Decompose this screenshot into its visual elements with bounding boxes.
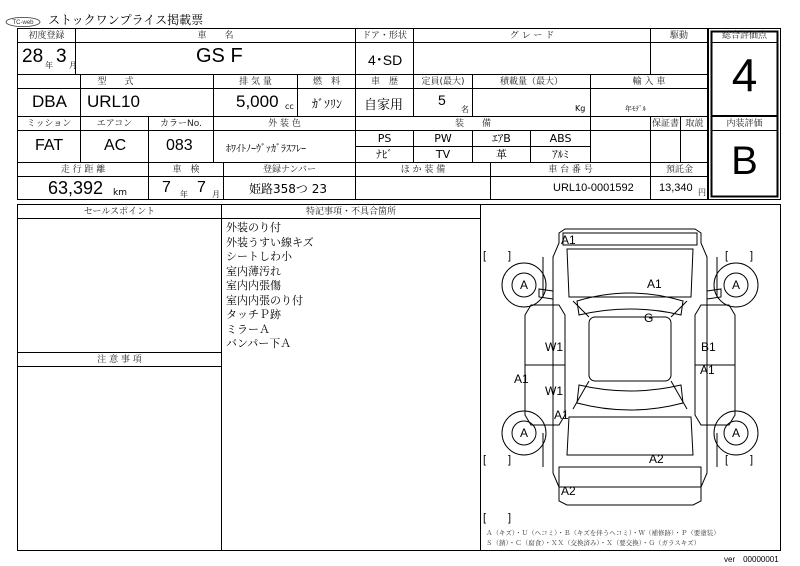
- equip-airbag: ｴｱB: [492, 132, 511, 145]
- car-name-value: GS F: [196, 45, 243, 67]
- rear-bumper-outline: [559, 467, 701, 487]
- door-shape-value: 4･SD: [368, 52, 403, 68]
- equip-ps: PS: [377, 132, 392, 145]
- trunk-outline: [567, 417, 693, 455]
- km-unit: km: [113, 188, 127, 198]
- list-item: 外装のり付: [226, 221, 281, 234]
- mission-value: FAT: [35, 137, 64, 154]
- caution-label: 注 意 事 項: [97, 355, 142, 365]
- bracket-bottom-right: [ ]: [725, 454, 754, 466]
- displacement-label: 排 気 量: [239, 77, 272, 87]
- model-prefix-value: DBA: [32, 92, 67, 111]
- equip-leather: 革: [496, 148, 507, 161]
- aircon-label: エアコン: [96, 119, 133, 129]
- list-item: 室内内張のり付: [226, 293, 303, 307]
- total-score-label: 総合評価点: [721, 31, 767, 41]
- chassis-no-label: 車 台 番 号: [548, 165, 593, 175]
- fuel-value: ｶﾞｿﾘﾝ: [312, 97, 343, 111]
- car-body-outline: [553, 229, 707, 505]
- rear-window-outline: [577, 385, 683, 410]
- list-item: 外装うすい線キズ: [226, 235, 314, 249]
- bracket-top-right: [ ]: [725, 250, 754, 262]
- mark-left-door-rear: W1: [545, 384, 563, 398]
- equip-alloy: ｱﾙﾐ: [552, 148, 569, 161]
- logo-text: TC-web: [12, 20, 34, 26]
- legend-line-2: Ｓ（錆）・Ｃ（腐食）・ＸＸ（交換済み）・Ｘ（要交換）・Ｇ（ガラスキズ）: [486, 539, 701, 547]
- list-item: シートしわ小: [226, 250, 292, 263]
- capacity-value: 5: [438, 92, 446, 108]
- inspection-month-unit: 月: [212, 190, 220, 199]
- mark-right-door-front: B1: [701, 340, 716, 354]
- mark-tire-fr: A: [732, 278, 741, 292]
- equip-pw: PW: [434, 132, 452, 145]
- sales-point-label: セールスポイント: [83, 207, 156, 217]
- list-item: 室内内張傷: [226, 279, 281, 292]
- mark-roof: G: [644, 311, 654, 325]
- list-item: ミラーＡ: [226, 322, 270, 336]
- interior-score-label: 内装評価: [726, 119, 763, 129]
- mark-front-top: A1: [561, 233, 576, 247]
- right-mirror-outline: [707, 289, 721, 299]
- mileage-value: 63,392: [48, 178, 104, 198]
- plate-label: 登録ナンバー: [263, 165, 316, 175]
- total-score-value: 4: [731, 49, 758, 101]
- exterior-color-label: 外 装 色: [268, 119, 301, 129]
- inspection-label: 車 検: [172, 165, 200, 175]
- list-item: 室内薄汚れ: [226, 264, 281, 278]
- displacement-value: 5,000: [236, 92, 279, 111]
- notes-label: 特記事項・不具合箇所: [305, 207, 396, 217]
- hood-outline: [567, 249, 693, 297]
- front-bumper-outline: [563, 233, 697, 245]
- interior-score-value: B: [731, 139, 758, 183]
- usage-label: 車 歴: [370, 77, 398, 87]
- inspection-month: 7: [197, 179, 206, 196]
- month-unit: 月: [69, 61, 77, 70]
- mark-tire-rr: A: [732, 426, 741, 440]
- model-value: URL10: [87, 92, 140, 111]
- yen-unit: 円: [698, 188, 706, 197]
- aircon-value: AC: [104, 137, 127, 154]
- year-unit: 年: [45, 61, 53, 70]
- first-reg-year: 28: [22, 46, 44, 67]
- first-reg-month: 3: [56, 46, 67, 67]
- list-item: タッチＰ跡: [226, 308, 281, 321]
- first-reg-label: 初度登録: [28, 31, 65, 41]
- equip-abs: ABS: [549, 132, 572, 145]
- plate-value: 姫路358つ 23: [249, 182, 327, 196]
- person-unit: 名: [461, 105, 469, 114]
- notes-list: [226, 221, 314, 352]
- import-label: 輸 入 車: [632, 77, 666, 87]
- cc-unit: cc: [285, 102, 294, 111]
- legend-line-1: Ａ（キズ）・Ｕ（ヘコミ）・Ｂ（キズを伴うヘコミ）・Ｗ（補修跡）・Ｐ（要塗装）: [486, 529, 720, 537]
- bracket-bottom-left: [ ]: [483, 454, 512, 466]
- mileage-label: 走 行 距 離: [60, 165, 106, 175]
- grade-label: グ レ ー ド: [509, 31, 555, 41]
- exterior-color-value: ﾎﾜｲﾄﾉｰｳﾞｧｶﾞﾗｽﾌﾚｰ: [226, 144, 306, 155]
- color-no-label: カラーNo.: [160, 119, 202, 129]
- door-shape-label: ドア・形状: [362, 31, 407, 41]
- load-label: 積載量（最大）: [499, 77, 563, 87]
- kg-unit: Kg: [575, 104, 586, 113]
- equip-tv: TV: [435, 148, 451, 161]
- deposit-value: 13,340: [659, 182, 693, 194]
- chassis-no-value: URL10-0001592: [553, 182, 634, 194]
- drive-label: 駆動: [669, 31, 688, 41]
- other-equipment-label: ほ か 装 備: [400, 165, 446, 175]
- mission-label: ミッション: [26, 119, 72, 129]
- model-label: 型 式: [97, 77, 134, 87]
- inspection-year: 7: [162, 179, 171, 196]
- usage-value: 自家用: [364, 98, 404, 113]
- equipment-label: 装 備: [454, 119, 491, 129]
- warranty-label: 保証書: [651, 119, 679, 129]
- manual-label: 取説: [685, 119, 704, 129]
- windshield-outline: [577, 293, 683, 315]
- mark-left-door-front: W1: [545, 340, 563, 354]
- mark-tire-fl: A: [520, 278, 529, 292]
- color-no-value: 083: [166, 137, 193, 154]
- version-label: ver 00000001: [724, 555, 779, 564]
- year-model-unit: 年ﾓﾃﾞﾙ: [625, 105, 646, 113]
- list-item: バンパー下Ａ: [226, 337, 292, 350]
- capacity-label: 定員(最大): [421, 77, 465, 87]
- inspection-year-unit: 年: [180, 190, 188, 199]
- car-damage-diagram: [481, 205, 780, 550]
- bracket-top-left: [ ]: [483, 250, 512, 262]
- mark-rear-bumper: A2: [649, 452, 664, 466]
- mark-front-right: A1: [647, 277, 662, 291]
- bracket-bottom: [ ]: [483, 512, 512, 524]
- car-name-label: 車 名: [197, 31, 234, 41]
- mark-rear-bottom: A2: [561, 484, 576, 498]
- page-title: ストックワンプライス掲載票: [48, 13, 204, 27]
- equip-navi: ﾅﾋﾞ: [376, 148, 393, 161]
- left-mirror-outline: [539, 289, 553, 299]
- mark-left-side: A1: [514, 372, 529, 386]
- fuel-label: 燃 料: [312, 77, 340, 87]
- roof-outline: [589, 317, 671, 381]
- mark-rear-left: A1: [554, 408, 569, 422]
- deposit-label: 預託金: [665, 165, 693, 175]
- mark-tire-rl: A: [520, 426, 529, 440]
- mark-right-side: A1: [700, 363, 715, 377]
